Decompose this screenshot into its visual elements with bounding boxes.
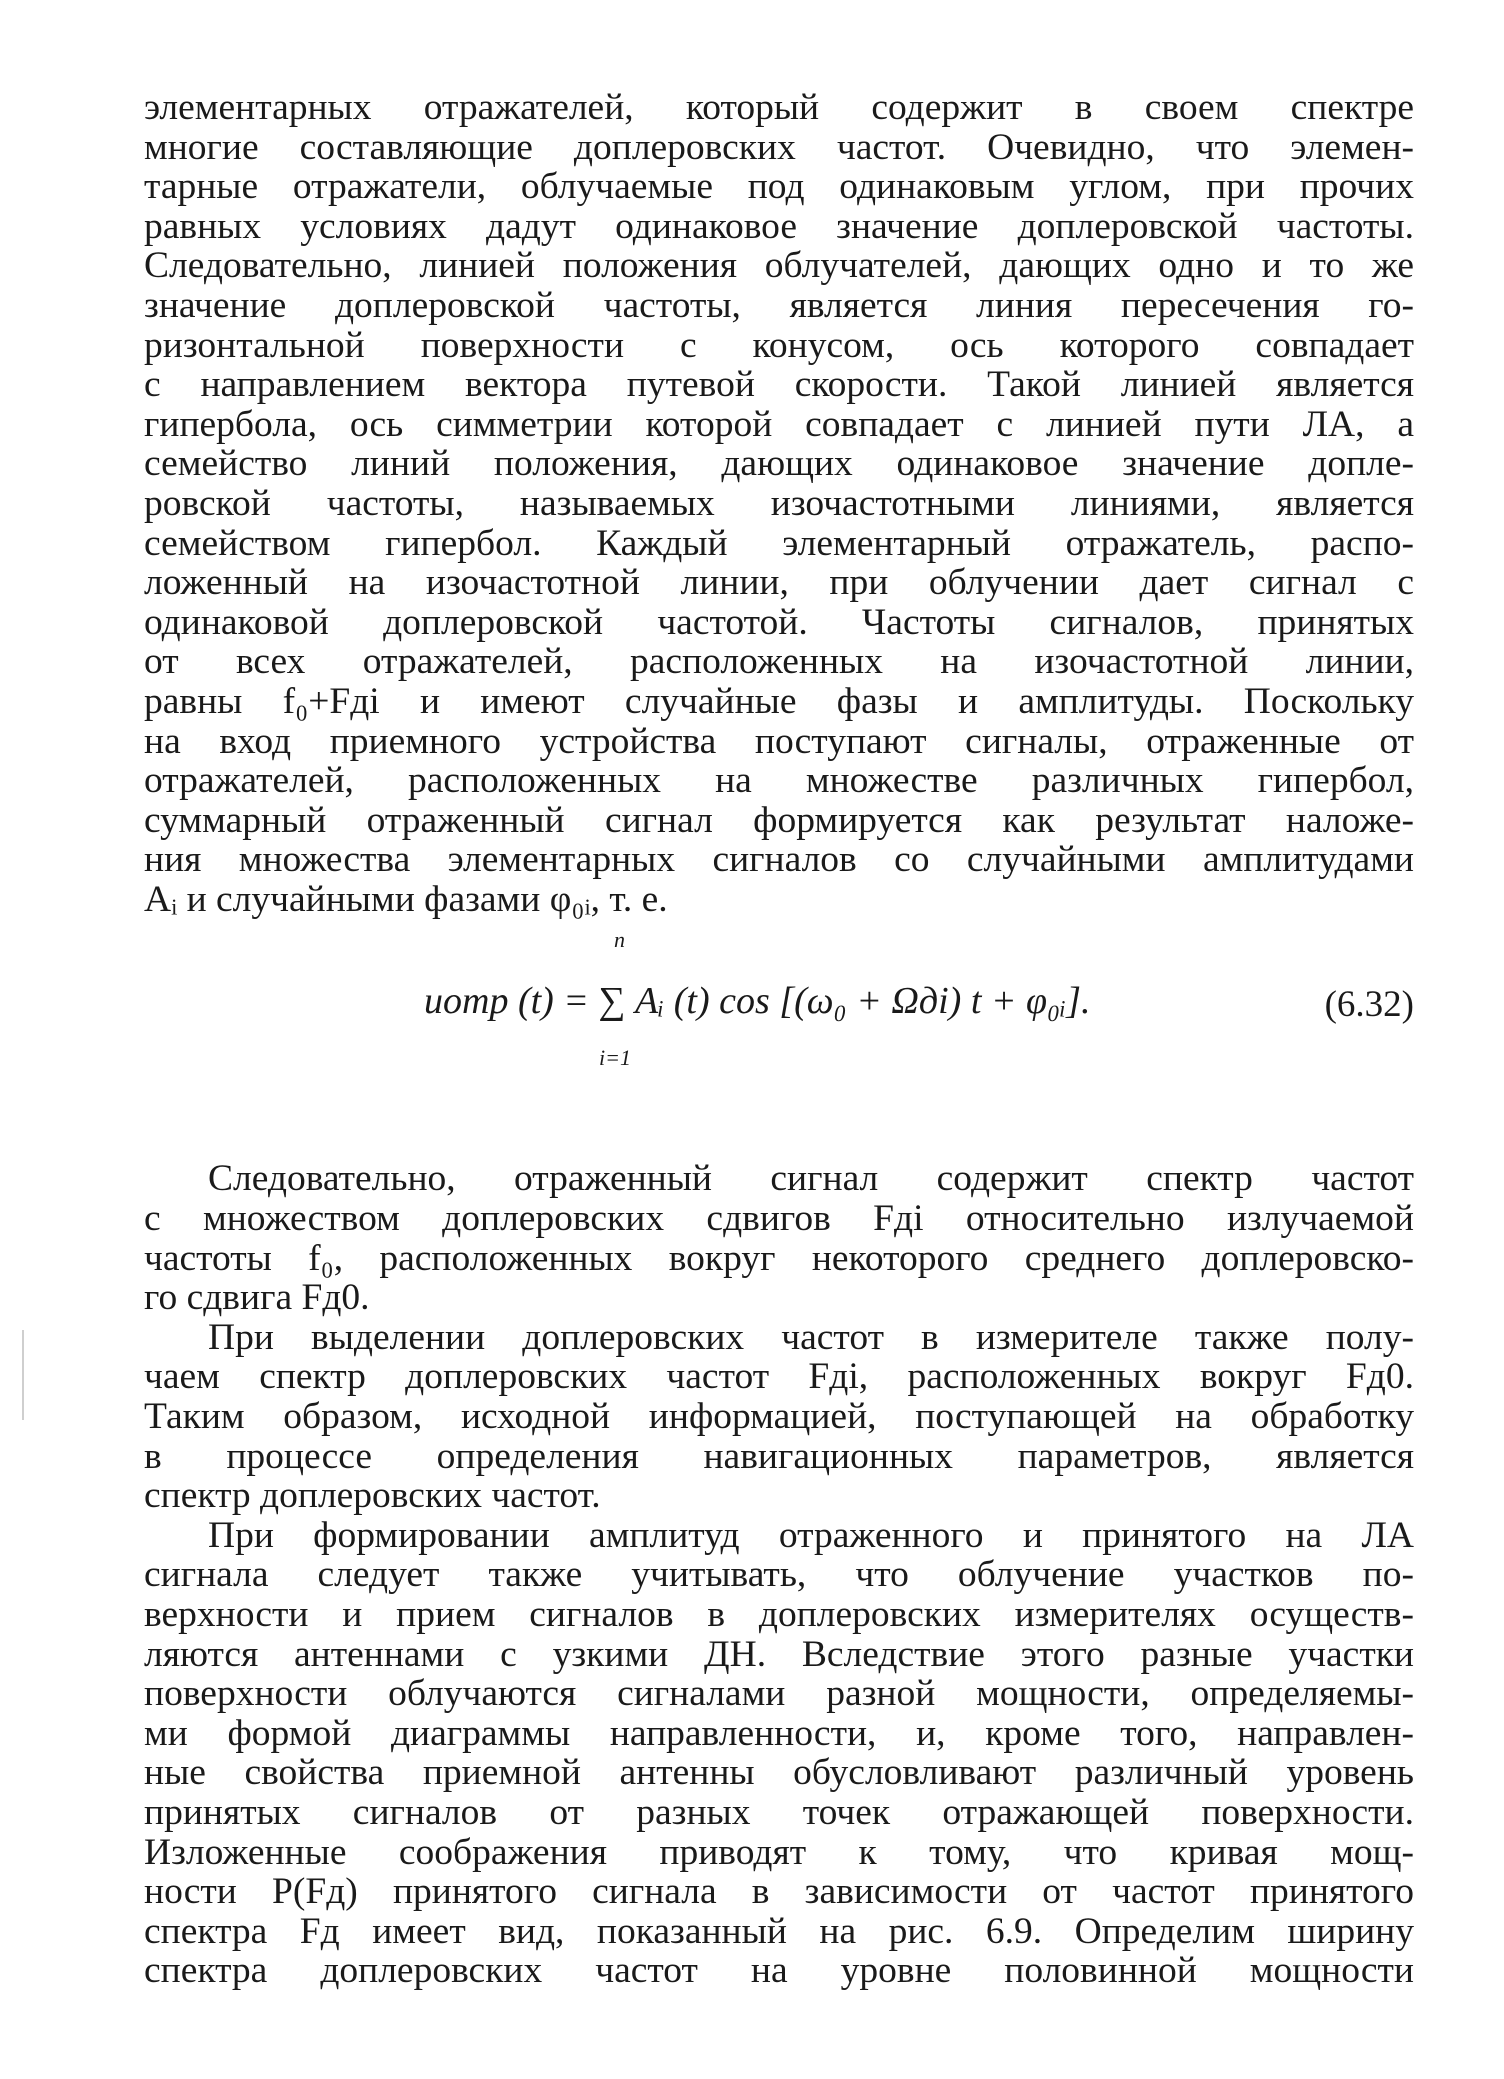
text-line: с направлением вектора путевой скорости. Такой линией является: [144, 364, 1414, 406]
text-line: ризонтальной поверхности с конусом, ось которого совпадает: [144, 324, 1414, 366]
paragraph-2: [144, 1159, 1414, 1317]
text-line: Aᵢ и случайными фазами φ₀ᵢ, т. е.: [144, 878, 668, 920]
text-line: семейством гипербол. Каждый элементарный отражатель, распо-: [144, 522, 1414, 564]
scan-margin-mark: [22, 1330, 24, 1420]
text-line: Изложенные соображения приводят к тому, что кривая мощ-: [144, 1831, 1414, 1873]
text-line: спектра доплеровских частот на уровне половинной мощности: [144, 1950, 1414, 1992]
text-line: многие составляющие доплеровских частот. Очевидно, что элемен-: [144, 126, 1414, 168]
text-line: значение доплеровской частоты, является линия пересечения го-: [144, 284, 1414, 326]
text-line: спектра Fд имеет вид, показанный на рис. 6.9. Определим ширину: [144, 1910, 1414, 1952]
text-line: суммарный отраженный сигнал формируется как результат наложе-: [144, 799, 1414, 841]
text-line: Следовательно, линией положения облучателей, дающих одно и то же: [144, 245, 1414, 287]
text-line: тарные отражатели, облучаемые под одинаковым углом, при прочих: [144, 166, 1414, 208]
text-line: ми формой диаграммы направленности, и, кроме того, направлен-: [144, 1712, 1414, 1754]
text-line: от всех отражателей, расположенных на изочастотной линии,: [144, 641, 1414, 683]
text-line: сигнала следует также учитывать, что облучение участков по-: [144, 1554, 1414, 1596]
text-line: верхности и прием сигналов в доплеровских измерителях осуществ-: [144, 1594, 1414, 1635]
text-line: поверхности облучаются сигналами разной мощности, определяемы-: [144, 1673, 1414, 1715]
paragraph-3: [144, 1318, 1414, 1516]
text-line: При формировании амплитуд отраженного и принятого на ЛА: [208, 1514, 1414, 1556]
sum-upper-limit: n: [614, 927, 625, 953]
text-line: спектр доплеровских частот.: [144, 1475, 601, 1517]
text-line: в процессе определения навигационных параметров, является: [144, 1435, 1414, 1477]
sum-lower-limit: i=1: [599, 1045, 631, 1071]
text-line: равны f₀+Fдi и имеют случайные фазы и амплитуды. Поскольку: [144, 680, 1414, 722]
paragraph-1: [144, 88, 1414, 919]
text-line: ности P(Fд) принятого сигнала в зависимости от частот принятого: [144, 1871, 1414, 1913]
equation-number: (6.32): [1324, 984, 1414, 1026]
text-line: ровской частоты, называемых изочастотными линиями, является: [144, 482, 1414, 524]
text-line: семейство линий положения, дающих одинаковое значение допле-: [144, 443, 1414, 485]
text-line: принятых сигналов от разных точек отражающей поверхности.: [144, 1791, 1414, 1833]
text-line: При выделении доплеровских частот в измерителе также полу-: [208, 1316, 1414, 1358]
text-line: одинаковой доплеровской частотой. Частоты сигналов, принятых: [144, 601, 1414, 643]
text-line: с множеством доплеровских сдвигов Fдi относительно излучаемой: [144, 1198, 1414, 1240]
text-line: го сдвига Fд0.: [144, 1277, 370, 1319]
text-line: гипербола, ось симметрии которой совпадает с линией пути ЛА, а: [144, 403, 1414, 445]
text-line: отражателей, расположенных на множестве различных гипербол,: [144, 760, 1414, 802]
paragraph-4: [144, 1516, 1414, 1991]
text-line: на вход приемного устройства поступают сигналы, отраженные от: [144, 720, 1414, 762]
equation-body: uотр (t) = ∑ Aᵢ (t) cos [(ω₀ + Ωдi) t + φ₀ᵢ].: [424, 980, 1091, 1023]
text-line: ния множества элементарных сигналов со случайными амплитудами: [144, 839, 1414, 881]
text-line: ляются антеннами с узкими ДН. Вследствие этого разные участки: [144, 1633, 1414, 1675]
text-line: ложенный на изочастотной линии, при облучении дает сигнал с: [144, 562, 1414, 604]
text-line: Следовательно, отраженный сигнал содержит спектр частот: [208, 1158, 1414, 1200]
equation-6-32: [144, 927, 1414, 1137]
text-line: равных условиях дадут одинаковое значение доплеровской частоты.: [144, 205, 1414, 247]
text-line: частоты f₀, расположенных вокруг некоторого среднего доплеровско-: [144, 1237, 1414, 1279]
text-line: чаем спектр доплеровских частот Fдi, расположенных вокруг Fд0.: [144, 1356, 1414, 1398]
text-line: элементарных отражателей, который содержит в своем спектре: [144, 87, 1414, 128]
text-line: Таким образом, исходной информацией, поступающей на обработку: [144, 1396, 1414, 1438]
book-page: [144, 88, 1414, 1991]
text-line: ные свойства приемной антенны обусловливают различный уровень: [144, 1752, 1414, 1794]
